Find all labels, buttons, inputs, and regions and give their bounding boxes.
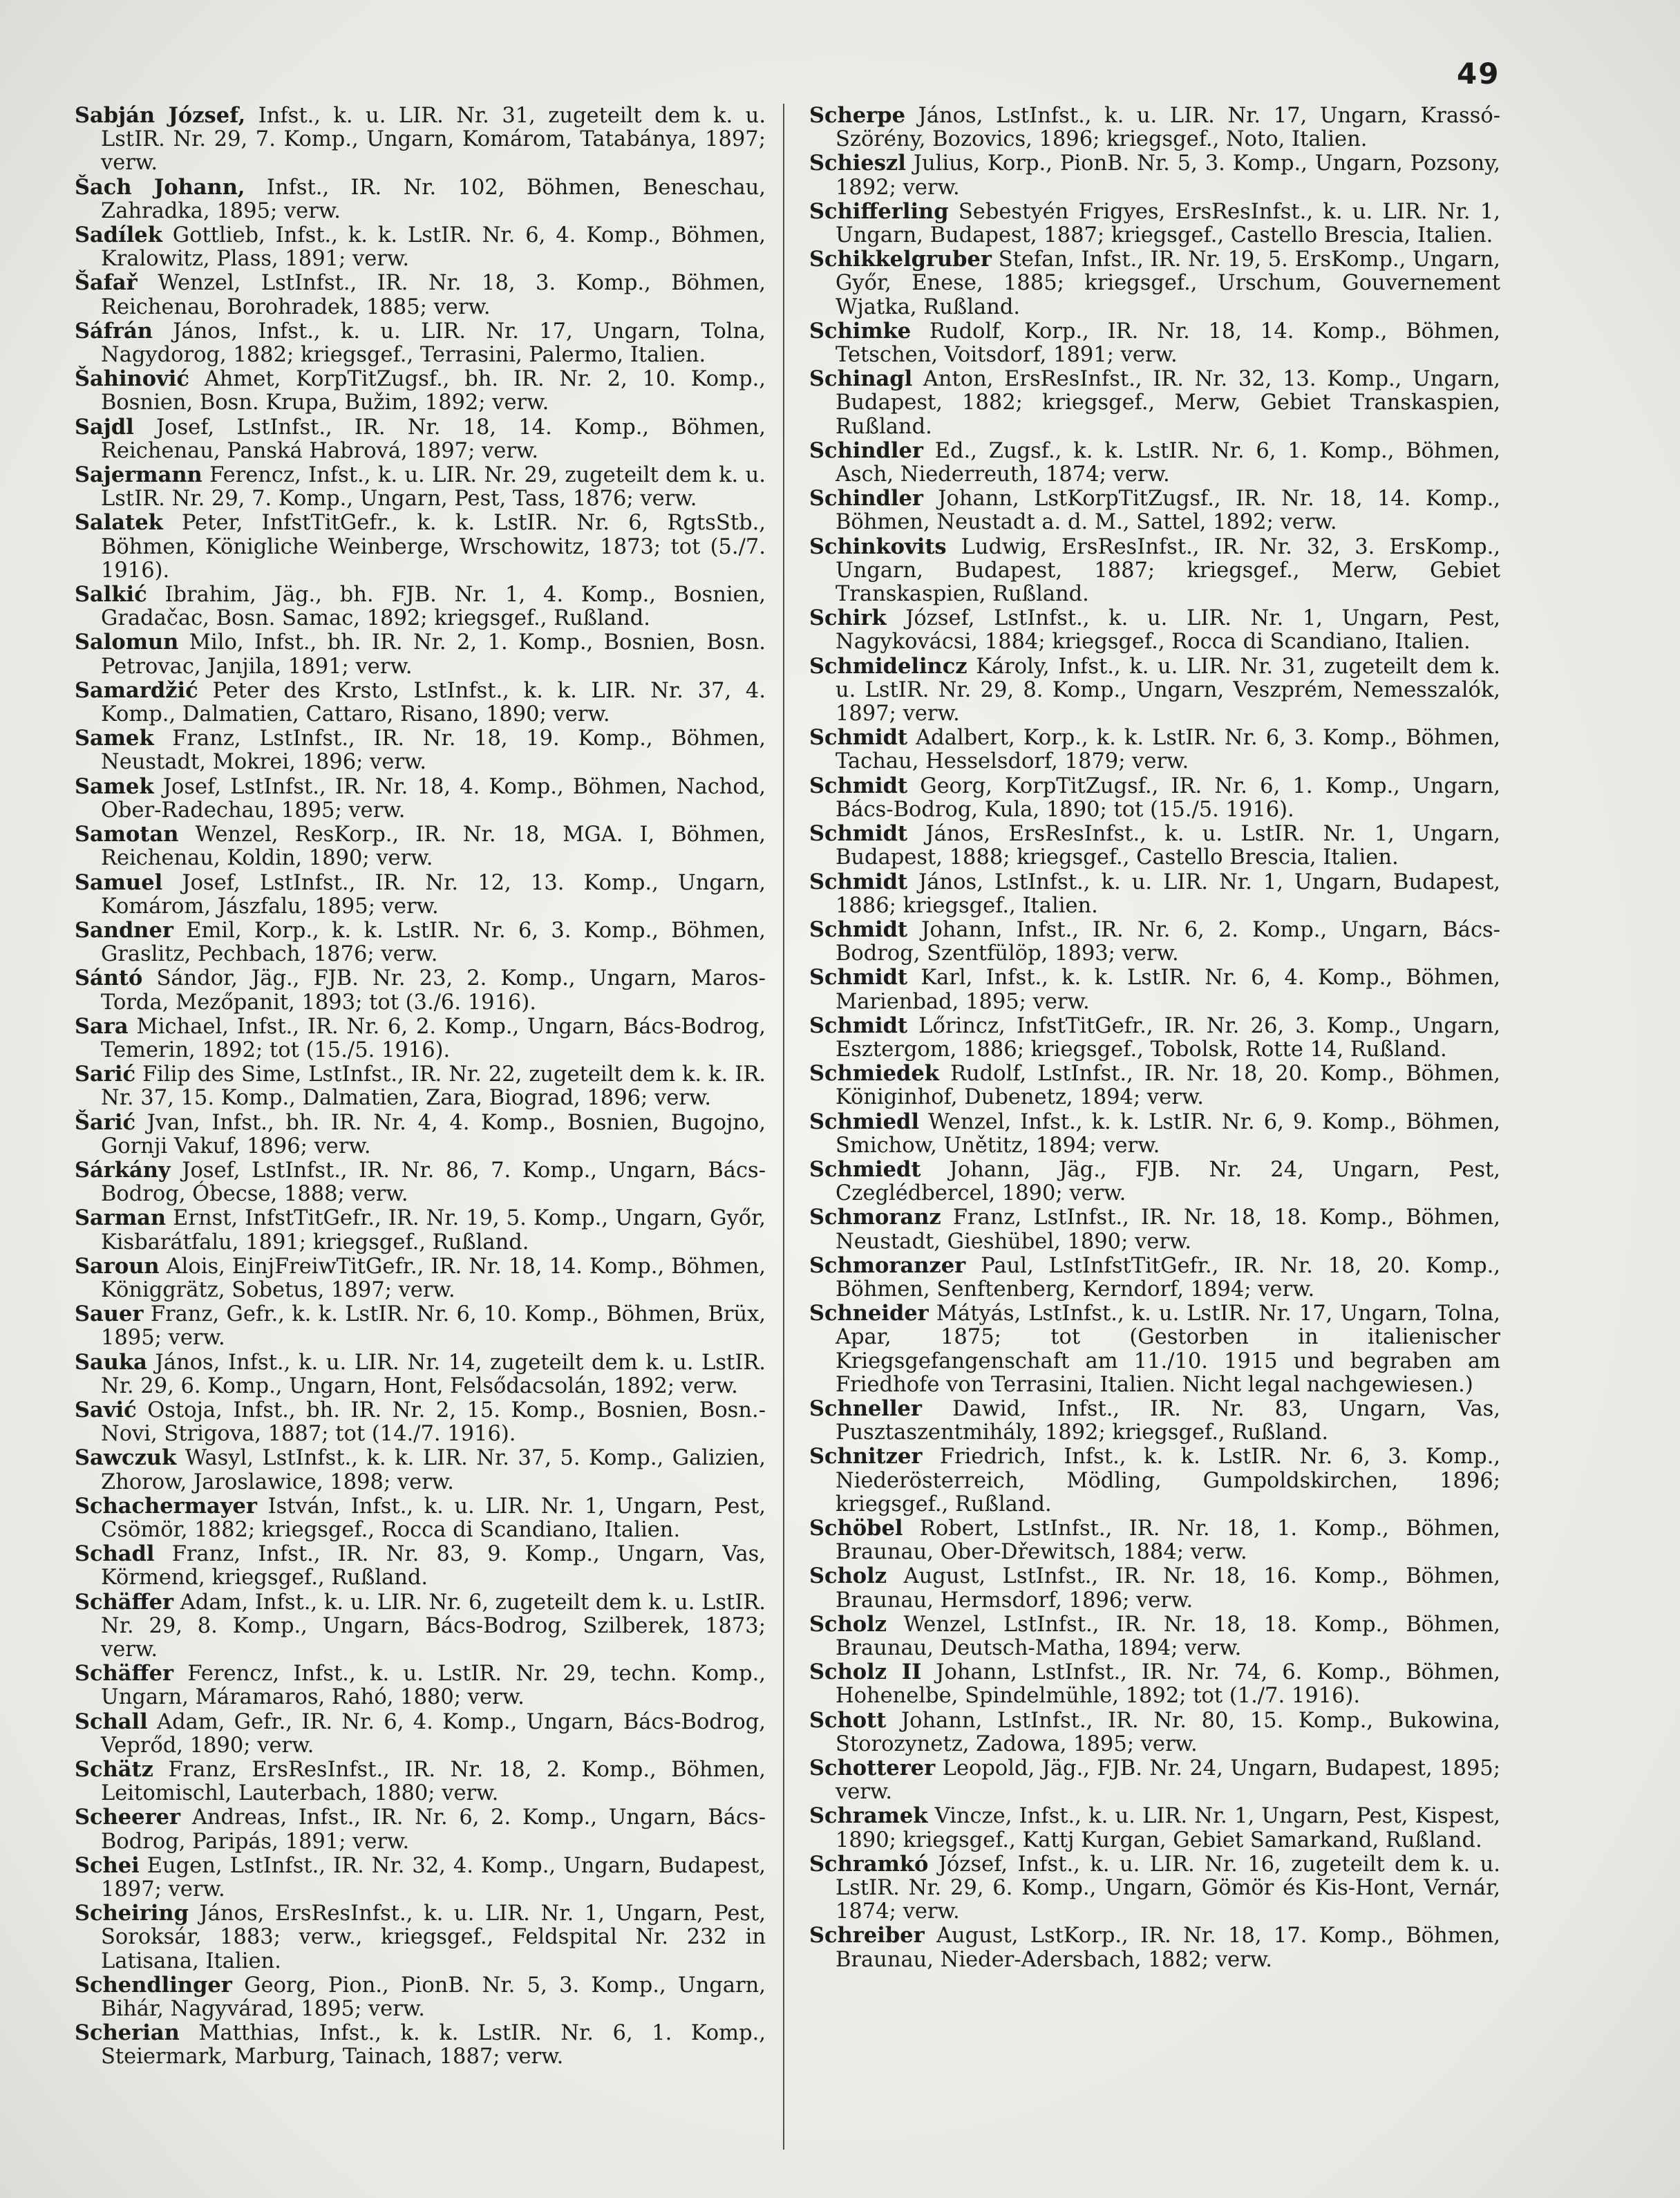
entry-details: Franz, LstInfst., IR. Nr. 18, 19. Komp., Böhmen, Neustadt, Mokrei, 1896; verw. <box>101 726 766 775</box>
entry-details: Ed., Zugsf., k. k. LstIR. Nr. 6, 1. Komp., Böhmen, Asch, Niederreuth, 1874; verw. <box>836 438 1500 487</box>
entry-surname: Schendlinger <box>75 1972 232 1998</box>
register-entry <box>809 1709 1500 1756</box>
entry-surname: Sara <box>75 1013 129 1039</box>
register-entry <box>75 1446 766 1494</box>
entry-surname: Šarić <box>75 1109 136 1135</box>
entry-surname: Sawczuk <box>75 1445 177 1471</box>
left-column <box>75 104 766 2069</box>
entry-details: Georg, Pion., PionB. Nr. 5, 3. Komp., Ungarn, Bihár, Nagyvárad, 1895; verw. <box>101 1973 766 2022</box>
entry-details: Ferencz, Infst., k. u. LIR. Nr. 29, zugeteilt dem k. u. LstIR. Nr. 29, 7. Komp., Ungarn, Pest, Tass, 1876; verw. <box>101 463 766 511</box>
entry-surname: Samek <box>75 773 154 799</box>
register-entry <box>809 1516 1500 1564</box>
entry-surname: Schäffer <box>75 1589 174 1615</box>
entry-surname: Schirk <box>809 605 887 631</box>
entry-details: Sebestyén Frigyes, ErsResInfst., k. u. LIR. Nr. 1, Ungarn, Budapest, 1887; kriegsgef., Castello Brescia, Italien. <box>836 199 1500 248</box>
register-entry <box>809 918 1500 966</box>
entry-details: Gottlieb, Infst., k. k. LstIR. Nr. 6, 4. Komp., Böhmen, Kralowitz, Plass, 1891; verw. <box>101 223 766 272</box>
register-entry <box>75 415 766 463</box>
register-entry <box>75 1158 766 1206</box>
register-entry <box>809 151 1500 199</box>
register-entry <box>75 1206 766 1254</box>
register-entry <box>75 463 766 511</box>
entry-details: Milo, Infst., bh. IR. Nr. 2, 1. Komp., Bosnien, Bosn. Petrovac, Janjila, 1891; verw. <box>101 630 766 679</box>
register-entry <box>75 1805 766 1853</box>
register-entry <box>75 1590 766 1662</box>
entry-surname: Scherian <box>75 2020 180 2046</box>
entry-details: Emil, Korp., k. k. LstIR. Nr. 6, 3. Komp., Böhmen, Graslitz, Pechbach, 1876; verw. <box>101 918 766 967</box>
entry-details: Johann, Infst., IR. Nr. 6, 2. Komp., Ungarn, Bács-Bodrog, Szentfülöp, 1893; verw. <box>836 917 1500 966</box>
entry-surname: Schindler <box>809 438 923 463</box>
entry-surname: Šafař <box>75 270 138 296</box>
entry-details: Franz, ErsResInfst., IR. Nr. 18, 2. Komp., Böhmen, Leitomischl, Lauterbach, 1880; verw. <box>101 1758 766 1806</box>
entry-details: Ferencz, Infst., k. u. LstIR. Nr. 29, techn. Komp., Ungarn, Máramaros, Rahó, 1880; verw. <box>101 1662 766 1710</box>
register-entry <box>809 200 1500 247</box>
entry-details: Jvan, Infst., bh. IR. Nr. 4, 4. Komp., Bosnien, Bugojno, Gornji Vakuf, 1896; verw. <box>101 1110 766 1158</box>
entry-surname: Schachermayer <box>75 1493 257 1519</box>
entry-details: Sándor, Jäg., FJB. Nr. 23, 2. Komp., Ungarn, Maros-Torda, Mezőpanit, 1893; tot (3./6. 1916). <box>101 966 766 1015</box>
entry-details: Ahmet, KorpTitZugsf., bh. IR. Nr. 2, 10. Komp., Bosnien, Bosn. Krupa, Bužim, 1892; verw. <box>101 367 766 415</box>
entry-surname: Samuel <box>75 870 163 895</box>
entry-surname: Schadl <box>75 1541 155 1567</box>
register-entry <box>75 823 766 870</box>
entry-details: Alois, EinjFreiwTitGefr., IR. Nr. 18, 14. Komp., Böhmen, Königgrätz, Sobetus, 1897; verw. <box>101 1254 766 1302</box>
entry-surname: Sajermann <box>75 462 202 488</box>
register-entry <box>75 919 766 966</box>
entry-surname: Samek <box>75 726 154 751</box>
entry-surname: Sandner <box>75 917 173 943</box>
entry-surname: Schmidt <box>809 917 908 942</box>
entry-surname: Sáfrán <box>75 318 153 344</box>
entry-surname: Schikkelgruber <box>809 247 992 272</box>
entry-details: Rudolf, Korp., IR. Nr. 18, 14. Komp., Böhmen, Tetschen, Voitsdorf, 1891; verw. <box>836 319 1500 368</box>
entry-details: August, LstKorp., IR. Nr. 18, 17. Komp., Böhmen, Braunau, Nieder-Adersbach, 1882; verw. <box>836 1924 1500 1972</box>
register-entry <box>809 1564 1500 1612</box>
entry-details: János, ErsResInfst., k. u. LIR. Nr. 1, Ungarn, Pest, Soroksár, 1883; verw., kriegsgef., Feldspital Nr. 232 in Latisana, Italien. <box>101 1901 766 1973</box>
entry-details: Josef, LstInfst., IR. Nr. 86, 7. Komp., Ungarn, Bács-Bodrog, Óbecse, 1888; verw. <box>101 1158 766 1207</box>
entry-details: Robert, LstInfst., IR. Nr. 18, 1. Komp., Böhmen, Braunau, Ober-Dřewitsch, 1884; verw. <box>836 1516 1500 1565</box>
entry-details: Rudolf, LstInfst., IR. Nr. 18, 20. Komp., Böhmen, Königinhof, Dubenetz, 1894; verw. <box>836 1062 1500 1110</box>
register-entry <box>75 511 766 583</box>
register-entry <box>809 1254 1500 1302</box>
register-entry <box>809 1014 1500 1062</box>
entry-surname: Schieszl <box>809 151 906 176</box>
register-entry <box>809 1302 1500 1397</box>
entry-details: Peter des Krsto, LstInfst., k. k. LIR. Nr. 37, 4. Komp., Dalmatien, Cattaro, Risano, 1890; verw. <box>101 678 766 727</box>
entry-surname: Schindler <box>809 486 923 511</box>
entry-surname: Schramkó <box>809 1851 929 1877</box>
entry-details: Michael, Infst., IR. Nr. 6, 2. Komp., Ungarn, Bács-Bodrog, Temerin, 1892; tot (15./5. 1916). <box>101 1014 766 1062</box>
entry-details: Johann, LstKorpTitZugsf., IR. Nr. 18, 14. Komp., Böhmen, Neustadt a. d. M., Sattel, 1892; verw. <box>836 487 1500 535</box>
register-entry <box>75 726 766 774</box>
entry-surname: Schmoranz <box>809 1205 941 1230</box>
register-entry <box>75 319 766 367</box>
entry-surname: Schmidt <box>809 1013 908 1038</box>
entry-details: Peter, InfstTitGefr., k. k. LstIR. Nr. 6, RgtsStb., Böhmen, Königliche Weinberge, Wrschowitz, 1873; tot (5./7. 1916). <box>101 511 766 583</box>
register-entry <box>75 1901 766 1973</box>
register-entry <box>75 1973 766 2021</box>
register-entry <box>75 583 766 630</box>
entry-details: Vincze, Infst., k. u. LIR. Nr. 1, Ungarn, Pest, Kispest, 1890; kriegsgef., Kattj Kurgan, Gebiet Samarkand, Rußland. <box>836 1804 1500 1852</box>
register-entry <box>75 176 766 223</box>
entry-details: Mátyás, LstInfst., k. u. LstIR. Nr. 17, Ungarn, Tolna, Apar, 1875; tot (Gestorben in italienischer Kriegsgefangenschaft am 11./10. 1915 und begraben am Friedhofe von Terrasini, Italien. Nicht legal nachgewiesen.) <box>836 1302 1500 1397</box>
entry-surname: Schmidt <box>809 965 908 990</box>
register-entry <box>809 606 1500 654</box>
register-entry <box>809 367 1500 439</box>
entry-surname: Schall <box>75 1709 148 1734</box>
entry-details: Leopold, Jäg., FJB. Nr. 24, Ungarn, Budapest, 1895; verw. <box>836 1756 1500 1805</box>
entry-surname: Sadílek <box>75 223 162 248</box>
register-entry <box>75 1062 766 1110</box>
register-entry <box>75 1351 766 1398</box>
register-entry <box>75 871 766 919</box>
register-entry <box>809 247 1500 319</box>
entry-details: Franz, Infst., IR. Nr. 83, 9. Komp., Ungarn, Vas, Körmend, kriegsgef., Rußland. <box>101 1542 766 1590</box>
entry-details: Wenzel, LstInfst., IR. Nr. 18, 3. Komp., Böhmen, Reichenau, Borohradek, 1885; verw. <box>101 271 766 319</box>
register-entry <box>75 223 766 271</box>
entry-surname: Schmiedt <box>809 1156 921 1182</box>
register-entry <box>809 104 1500 151</box>
entry-surname: Schmidt <box>809 773 908 798</box>
entry-details: József, LstInfst., k. u. LIR. Nr. 1, Ungarn, Pest, Nagykovácsi, 1884; kriegsgef., Rocca di Scandiano, Italien. <box>836 606 1500 655</box>
entry-surname: Samardžić <box>75 677 198 703</box>
register-entry <box>75 2021 766 2069</box>
entry-surname: Savić <box>75 1397 137 1422</box>
entry-details: Lőrincz, InfstTitGefr., IR. Nr. 26, 3. Komp., Ungarn, Esztergom, 1886; kriegsgef., Tobolsk, Rotte 14, Rußland. <box>836 1013 1500 1062</box>
register-entry <box>809 822 1500 870</box>
register-entry <box>809 439 1500 487</box>
entry-details: Wenzel, Infst., k. k. LstIR. Nr. 6, 9. Komp., Böhmen, Smichow, Unětitz, 1894; verw. <box>836 1109 1500 1158</box>
entry-details: Karl, Infst., k. k. LstIR. Nr. 6, 4. Komp., Böhmen, Marienbad, 1895; verw. <box>836 966 1500 1014</box>
register-entry <box>75 630 766 678</box>
entry-details: Julius, Korp., PionB. Nr. 5, 3. Komp., Ungarn, Pozsony, 1892; verw. <box>836 151 1500 200</box>
entry-details: János, Infst., k. u. LIR. Nr. 17, Ungarn, Tolna, Nagydorog, 1882; kriegsgef., Terrasini, Palermo, Italien. <box>101 319 766 368</box>
register-entry <box>809 966 1500 1013</box>
register-entry <box>75 1015 766 1062</box>
entry-surname: Schmidt <box>809 869 908 894</box>
entry-details: János, ErsResInfst., k. u. LstIR. Nr. 1, Ungarn, Budapest, 1888; kriegsgef., Castello Brescia, Italien. <box>836 822 1500 870</box>
entry-details: Franz, LstInfst., IR. Nr. 18, 18. Komp., Böhmen, Neustadt, Gieshübel, 1890; verw. <box>836 1205 1500 1254</box>
entry-details: Adalbert, Korp., k. k. LstIR. Nr. 6, 3. Komp., Böhmen, Tachau, Hesselsdorf, 1879; verw. <box>836 726 1500 774</box>
register-entry <box>809 1397 1500 1445</box>
register-entry <box>809 487 1500 534</box>
register-entry <box>75 104 766 176</box>
register-entry <box>75 966 766 1014</box>
register-entry <box>809 1804 1500 1852</box>
register-entry <box>75 1854 766 1901</box>
entry-surname: Schmidt <box>809 821 908 847</box>
entry-surname: Schmidelincz <box>809 653 968 679</box>
entry-details: Wenzel, ResKorp., IR. Nr. 18, MGA. I, Böhmen, Reichenau, Koldin, 1890; verw. <box>101 823 766 871</box>
register-entry <box>809 870 1500 918</box>
entry-surname: Sauer <box>75 1302 144 1327</box>
entry-details: Georg, KorpTitZugsf., IR. Nr. 6, 1. Komp., Ungarn, Bács-Bodrog, Kula, 1890; tot (15./5. 1916). <box>836 773 1500 822</box>
entry-surname: Sabján József, <box>75 103 246 128</box>
entry-details: Filip des Sime, LstInfst., IR. Nr. 22, zugeteilt dem k. k. IR. Nr. 37, 15. Komp., Dalmatien, Zara, Biograd, 1896; verw. <box>101 1062 766 1111</box>
entry-surname: Schneller <box>809 1396 922 1421</box>
entry-surname: Scheerer <box>75 1805 181 1830</box>
entry-surname: Sántó <box>75 966 143 991</box>
register-entry <box>809 1613 1500 1660</box>
entry-surname: Schnitzer <box>809 1444 923 1469</box>
entry-surname: Schinagl <box>809 366 913 392</box>
register-entry <box>75 1710 766 1758</box>
register-entry <box>809 1660 1500 1708</box>
entry-details: József, Infst., k. u. LIR. Nr. 16, zugeteilt dem k. u. LstIR. Nr. 29, 6. Komp., Ungarn, Gömör és Kis-Hont, Vernár, 1874; verw. <box>836 1852 1500 1924</box>
register-entry <box>809 1158 1500 1205</box>
entry-surname: Schätz <box>75 1757 153 1783</box>
register-entry <box>75 1494 766 1542</box>
entry-details: Wenzel, LstInfst., IR. Nr. 18, 18. Komp., Böhmen, Braunau, Deutsch-Matha, 1894; verw. <box>836 1612 1500 1660</box>
register-entry <box>809 1756 1500 1804</box>
entry-details: Ludwig, ErsResInfst., IR. Nr. 32, 3. ErsKomp., Ungarn, Budapest, 1887; kriegsgef., Merw, Gebiet Transkaspien, Rußland. <box>836 534 1500 607</box>
register-entry <box>75 1111 766 1158</box>
register-entry <box>809 655 1500 726</box>
entry-details: Franz, Gefr., k. k. LstIR. Nr. 6, 10. Komp., Böhmen, Brüx, 1895; verw. <box>101 1302 766 1351</box>
register-entry <box>75 1398 766 1446</box>
entry-details: Adam, Gefr., IR. Nr. 6, 4. Komp., Ungarn, Bács-Bodrog, Veprőd, 1890; verw. <box>101 1709 766 1758</box>
entry-surname: Schreiber <box>809 1923 925 1948</box>
register-entry <box>75 775 766 823</box>
entry-surname: Schott <box>809 1707 887 1733</box>
entry-details: Johann, LstInfst., IR. Nr. 80, 15. Komp., Bukowina, Storozynetz, Zadowa, 1895; verw. <box>836 1708 1500 1756</box>
entry-surname: Scholz <box>809 1611 887 1637</box>
entry-details: Josef, LstInfst., IR. Nr. 18, 4. Komp., Böhmen, Nachod, Ober-Radechau, 1895; verw. <box>101 774 766 823</box>
entry-surname: Sarman <box>75 1205 167 1231</box>
entry-surname: Sárkány <box>75 1157 171 1183</box>
entry-surname: Scheiring <box>75 1901 189 1926</box>
entry-surname: Sarić <box>75 1062 136 1087</box>
entry-details: Ibrahim, Jäg., bh. FJB. Nr. 1, 4. Komp., Bosnien, Gradačac, Bosn. Samac, 1892; kriegsgef., Rußland. <box>101 583 766 631</box>
entry-details: János, LstInfst., k. u. LIR. Nr. 1, Ungarn, Budapest, 1886; kriegsgef., Italien. <box>836 870 1500 918</box>
entry-surname: Schramek <box>809 1803 928 1829</box>
entry-surname: Šach Johann, <box>75 174 245 200</box>
register-entry <box>809 1062 1500 1109</box>
entry-details: Josef, LstInfst., IR. Nr. 12, 13. Komp., Ungarn, Komárom, Jászfalu, 1895; verw. <box>101 870 766 919</box>
entry-details: Ostoja, Infst., bh. IR. Nr. 2, 15. Komp., Bosnien, Bosn.-Novi, Strigova, 1887; tot (14./7. 1916). <box>101 1398 766 1447</box>
entry-details: Infst., IR. Nr. 102, Böhmen, Beneschau, Zahradka, 1895; verw. <box>101 175 766 223</box>
entry-details: August, LstInfst., IR. Nr. 18, 16. Komp., Böhmen, Braunau, Hermsdorf, 1896; verw. <box>836 1564 1500 1613</box>
register-entry <box>809 774 1500 822</box>
register-entry <box>75 1662 766 1709</box>
entry-surname: Schifferling <box>809 198 949 224</box>
entry-surname: Salomun <box>75 630 179 655</box>
entry-details: Friedrich, Infst., k. k. LstIR. Nr. 6, 3. Komp., Niederösterreich, Mödling, Gumpoldskirchen, 1896; kriegsgef., Rußland. <box>836 1445 1500 1516</box>
register-entry <box>809 319 1500 367</box>
page-number: 49 <box>1457 57 1500 91</box>
entry-surname: Salkić <box>75 582 147 608</box>
entry-surname: Saroun <box>75 1253 160 1279</box>
entry-details: Andreas, Infst., IR. Nr. 6, 2. Komp., Ungarn, Bács-Bodrog, Paripás, 1891; verw. <box>101 1805 766 1854</box>
right-column <box>809 104 1500 1972</box>
entry-details: Josef, LstInfst., IR. Nr. 18, 14. Komp., Böhmen, Reichenau, Panská Habrová, 1897; verw. <box>101 415 766 463</box>
entry-surname: Schmiedl <box>809 1109 919 1134</box>
entry-surname: Scherpe <box>809 103 905 128</box>
entry-surname: Scholz II <box>809 1660 922 1685</box>
entry-surname: Salatek <box>75 510 163 536</box>
entry-surname: Sauka <box>75 1349 147 1375</box>
register-entry <box>75 1542 766 1590</box>
register-entry <box>75 1255 766 1302</box>
register-entry <box>809 1924 1500 1971</box>
entry-surname: Schmiedek <box>809 1061 939 1087</box>
register-entry <box>809 726 1500 773</box>
register-entry <box>809 535 1500 607</box>
entry-surname: Schimke <box>809 318 912 344</box>
entry-details: Adam, Infst., k. u. LIR. Nr. 6, zugeteilt dem k. u. LstIR. Nr. 29, 8. Komp., Ungarn, Bács-Bodrog, Szilberek, 1873; verw. <box>101 1590 766 1662</box>
entry-surname: Schotterer <box>809 1756 936 1781</box>
entry-details: Anton, ErsResInfst., IR. Nr. 32, 13. Komp., Ungarn, Budapest, 1882; kriegsgef., Merw, Gebiet Transkaspien, Rußland. <box>836 367 1500 439</box>
register-entry <box>809 1110 1500 1158</box>
entry-details: Ernst, InfstTitGefr., IR. Nr. 19, 5. Komp., Ungarn, Győr, Kisbarátfalu, 1891; kriegsgef., Rußland. <box>101 1206 766 1255</box>
entry-surname: Schinkovits <box>809 534 947 559</box>
entry-details: Infst., k. u. LIR. Nr. 31, zugeteilt dem k. u. LstIR. Nr. 29, 7. Komp., Ungarn, Komárom, Tatabánya, 1897; verw. <box>101 104 766 176</box>
entry-surname: Sajdl <box>75 414 134 440</box>
entry-surname: Schneider <box>809 1301 929 1326</box>
entry-surname: Šahinović <box>75 366 189 392</box>
register-entry <box>809 1205 1500 1253</box>
entry-surname: Schmidt <box>809 725 908 751</box>
entry-surname: Samotan <box>75 822 179 847</box>
entry-details: Eugen, LstInfst., IR. Nr. 32, 4. Komp., Ungarn, Budapest, 1897; verw. <box>101 1853 766 1902</box>
entry-surname: Schäffer <box>75 1661 174 1687</box>
entry-surname: Schöbel <box>809 1515 903 1541</box>
entry-details: Matthias, Infst., k. k. LstIR. Nr. 6, 1. Komp., Steiermark, Marburg, Tainach, 1887; verw. <box>101 2021 766 2069</box>
entry-details: Dawid, Infst., IR. Nr. 83, Ungarn, Vas, Pusztaszentmihály, 1892; kriegsgef., Rußland. <box>836 1396 1500 1445</box>
register-entry <box>75 1758 766 1805</box>
entry-details: János, LstInfst., k. u. LIR. Nr. 17, Ungarn, Krassó-Szörény, Bozovics, 1896; kriegsgef., Noto, Italien. <box>836 104 1500 152</box>
register-entry <box>75 1302 766 1350</box>
entry-details: Wasyl, LstInfst., k. k. LIR. Nr. 37, 5. Komp., Galizien, Zhorow, Jaroslawice, 1898; verw. <box>101 1446 766 1494</box>
entry-details: Stefan, Infst., IR. Nr. 19, 5. ErsKomp., Ungarn, Győr, Enese, 1885; kriegsgef., Urschum, Gouvernement Wjatka, Rußland. <box>836 247 1501 319</box>
entry-details: István, Infst., k. u. LIR. Nr. 1, Ungarn, Pest, Csömör, 1882; kriegsgef., Rocca di Scandiano, Italien. <box>101 1494 766 1542</box>
register-entry <box>75 367 766 415</box>
register-entry <box>809 1445 1500 1516</box>
entry-details: Johann, LstInfst., IR. Nr. 74, 6. Komp., Böhmen, Hohenelbe, Spindelmühle, 1892; tot (1./7. 1916). <box>836 1660 1500 1709</box>
register-entry <box>75 271 766 319</box>
entry-details: Johann, Jäg., FJB. Nr. 24, Ungarn, Pest, Czeglédbercel, 1890; verw. <box>836 1157 1500 1206</box>
entry-details: János, Infst., k. u. LIR. Nr. 14, zugeteilt dem k. u. LstIR. Nr. 29, 6. Komp., Ungarn, Hont, Felsődacsolán, 1892; verw. <box>101 1350 766 1398</box>
entry-details: Károly, Infst., k. u. LIR. Nr. 31, zugeteilt dem k. u. LstIR. Nr. 29, 8. Komp., Ungarn, Veszprém, Nemesszalók, 1897; verw. <box>836 654 1500 726</box>
column-divider <box>783 104 784 2150</box>
entry-surname: Scholz <box>809 1563 887 1589</box>
entry-surname: Schmoranzer <box>809 1252 966 1278</box>
register-entry <box>809 1852 1500 1924</box>
register-entry <box>75 679 766 726</box>
entry-details: Paul, LstInfstTitGefr., IR. Nr. 18, 20. Komp., Böhmen, Senftenberg, Kerndorf, 1894; verw. <box>836 1253 1500 1302</box>
entry-surname: Schei <box>75 1852 140 1878</box>
